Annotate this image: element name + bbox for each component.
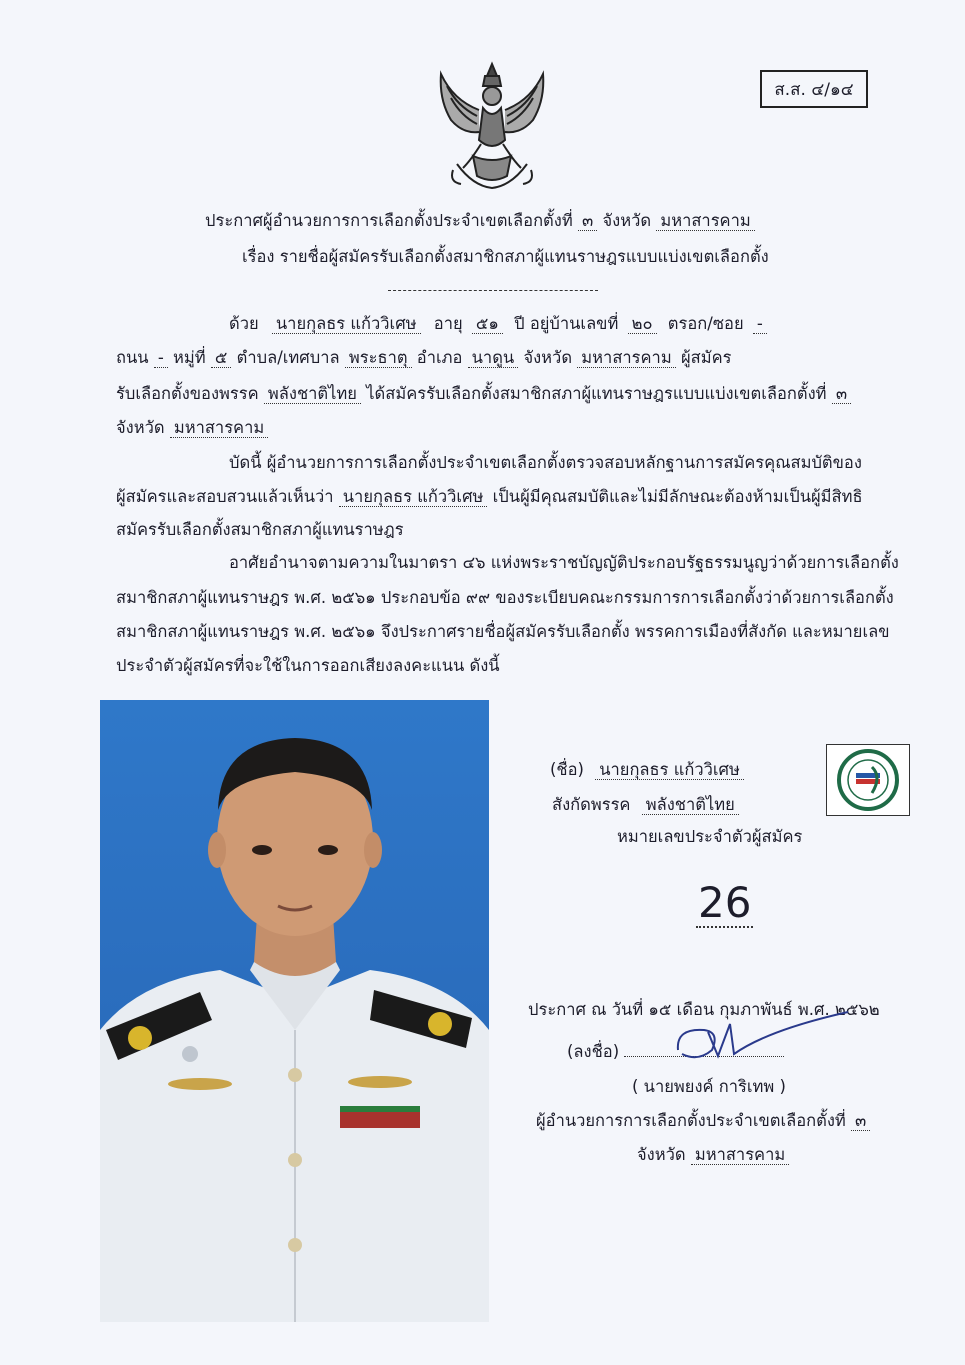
party-affiliation-value: พลังชาติไทย (642, 795, 739, 815)
candidate-name-line (550, 762, 744, 779)
alley-label: ตรอก/ซอย (667, 314, 744, 333)
party-value: พลังชาติไทย (264, 384, 361, 404)
candidate-name: นายกุลธร แก้ววิเศษ (272, 314, 421, 334)
house-label: ปี อยู่บ้านเลขที่ (514, 314, 619, 333)
announcement-date: ประกาศ ณ วันที่ ๑๕ เดือน กุมภาพันธ์ พ.ศ. ๒๕๖๒ (528, 1000, 880, 1019)
amphoe-label: อำเภอ (416, 348, 463, 367)
signer-title: ผู้อำนวยการการเลือกตั้งประจำเขตเลือกตั้งที่ (536, 1111, 846, 1130)
p3-line-4: ประจำตัวผู้สมัครที่จะใช้ในการออกเสียงลงคะแนน ดังนี้ (116, 656, 500, 675)
candidate-party-line (552, 797, 739, 814)
candidate-photo (100, 700, 489, 1322)
p2-line-2 (116, 489, 863, 506)
label-with: ด้วย (229, 314, 259, 333)
header-province-label: จังหวัด (602, 211, 652, 230)
p2-line-3: สมัครรับเลือกตั้งสมาชิกสภาผู้แทนราษฎร (116, 520, 404, 539)
age-value: ๕๑ (472, 314, 503, 334)
form-code-box (760, 70, 868, 108)
province-label: จังหวัด (523, 348, 573, 367)
province-label-2: จังหวัด (116, 418, 165, 437)
p2-line-1: บัดนี้ ผู้อำนวยการการเลือกตั้งประจำเขตเลือกตั้งตรวจสอบหลักฐานการสมัครคุณสมบัติของ (229, 453, 862, 472)
applied-text: ได้สมัครรับเลือกตั้งสมาชิกสภาผู้แทนราษฎรแบบแบ่งเขตเลือกตั้งที่ (366, 384, 827, 403)
p1-line-4 (116, 420, 268, 437)
header-subject: เรื่อง รายชื่อผู้สมัครรับเลือกตั้งสมาชิกสภาผู้แทนราษฎรแบบแบ่งเขตเลือกตั้ง (242, 247, 769, 266)
party-label: รับเลือกตั้งของพรรค (116, 384, 259, 403)
p1-line-2 (116, 350, 731, 367)
header-line-1 (205, 213, 755, 230)
p3-line-3: สมาชิกสภาผู้แทนราษฎร พ.ศ. ๒๕๖๑ จึงประกาศรายชื่อผู้สมัครรับเลือกตั้ง พรรคการเมืองที่สังกัด และหมายเลข (116, 622, 890, 641)
province-value: มหาสารคาม (577, 348, 675, 368)
applicant-label: ผู้สมัคร (680, 348, 732, 367)
house-no: ๒๐ (628, 314, 657, 334)
p2-text-a: ผู้สมัครและสอบสวนแล้วเห็นว่า (116, 487, 334, 506)
header-province: มหาสารคาม (656, 211, 754, 231)
signer-title-line (536, 1113, 870, 1130)
subdistrict-label: ตำบล/เทศบาล (236, 348, 340, 367)
candidate-number: 26 (698, 878, 752, 927)
p2-candidate-name: นายกุลธร แก้ววิเศษ (339, 487, 488, 507)
signer-district-no: ๓ (851, 1111, 870, 1131)
moo-label: หมู่ที่ (173, 348, 206, 367)
moo-value: ๕ (211, 348, 232, 368)
party-logo (836, 749, 900, 811)
candidate-number-label: หมายเลขประจำตัวผู้สมัคร (617, 827, 803, 846)
signer-province-label: จังหวัด (637, 1145, 686, 1164)
province-value-2: มหาสารคาม (170, 418, 268, 438)
alley-value: - (753, 314, 767, 334)
p2-text-b: เป็นผู้มีคุณสมบัติและไม่มีลักษณะต้องห้ามเป็นผู้มีสิทธิ (492, 487, 863, 506)
signer-province: มหาสารคาม (691, 1145, 789, 1165)
p3-line-2: สมาชิกสภาผู้แทนราษฎร พ.ศ. ๒๕๖๑ ประกอบข้อ ๙๙ ของระเบียบคณะกรรมการการเลือกตั้งว่าด้วยการเลือกตั้ง (116, 588, 894, 607)
district-no: ๓ (832, 384, 851, 404)
p3-line-1: อาศัยอำนาจตามความในมาตรา ๔๖ แห่งพระราชบัญญัติประกอบรัฐธรรมนูญว่าด้วยการเลือกตั้ง (229, 553, 899, 572)
age-label: อายุ (433, 314, 463, 333)
p1-line-3 (116, 386, 851, 403)
sign-label: (ลงชื่อ) (567, 1042, 620, 1061)
p1-line-1 (229, 316, 767, 333)
header-title: ประกาศผู้อำนวยการการเลือกตั้งประจำเขตเลือกตั้งที่ (205, 211, 573, 230)
subdistrict-value: พระธาตุ (345, 348, 412, 368)
form-code: ส.ส. ๔/๑๔ (774, 79, 854, 100)
name-label: (ชื่อ) (550, 760, 584, 779)
candidate-name-value: นายกุลธร แก้ววิเศษ (595, 760, 744, 780)
party-affiliation-label: สังกัดพรรค (552, 795, 631, 814)
garuda-emblem (433, 60, 551, 192)
signature (668, 1010, 858, 1070)
signer-province-line (637, 1147, 789, 1164)
party-logo-box (826, 744, 910, 816)
signer-name: ( นายพยงค์ การิเทพ ) (632, 1077, 786, 1096)
road-value: - (154, 348, 168, 368)
header-district-no: ๓ (578, 211, 597, 231)
road-label: ถนน (116, 348, 149, 367)
amphoe-value: นาดูน (468, 348, 519, 368)
separator (388, 290, 598, 291)
